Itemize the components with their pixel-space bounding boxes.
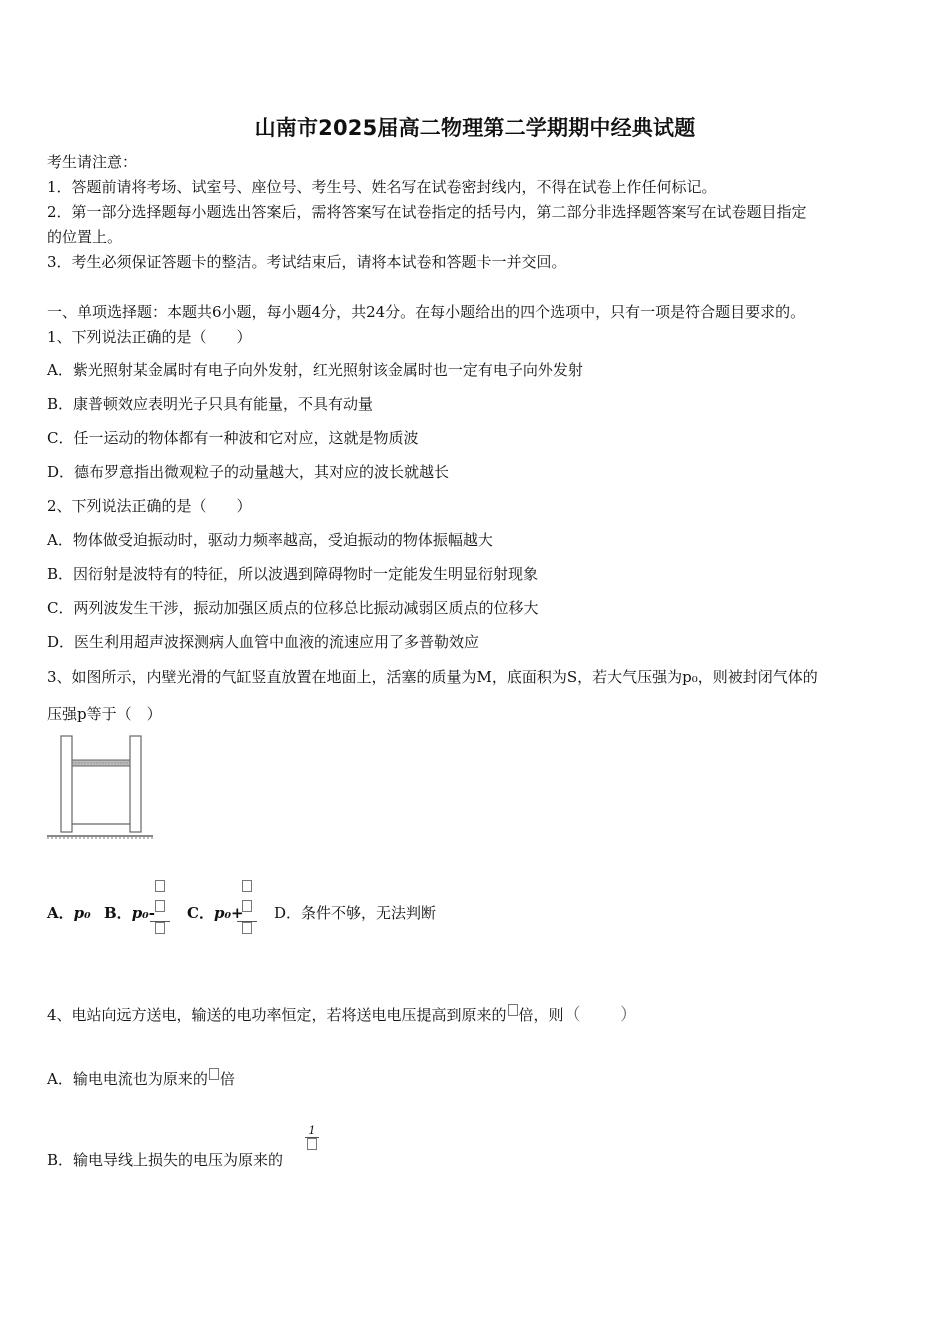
- notice-item: 3．考生必须保证答题卡的整洁。考试结束后，请将本试卷和答题卡一并交回。: [47, 253, 567, 271]
- q4-stem-text: 4、电站向远方送电，输送的电功率恒定，若将送电电压提高到原来的: [47, 1006, 507, 1024]
- notice-heading: 考生请注意：: [47, 153, 138, 171]
- question-1-stem: 1、下列说法正确的是（ ）: [47, 328, 252, 346]
- section-heading: 一、单项选择题：本题共6小题，每小题4分，共24分。在每小题给出的四个选项中，只有一项是符合题目要求的。: [47, 303, 806, 321]
- q2-option-a: A．物体做受迫振动时，驱动力频率越高，受迫振动的物体振幅越大: [47, 531, 493, 549]
- q1-option-a: A．紫光照射某金属时有电子向外发射，红光照射该金属时也一定有电子向外发射: [47, 361, 583, 379]
- placeholder-glyph: [508, 1004, 518, 1016]
- notice-item: 的位置上。: [47, 228, 123, 246]
- question-3-stem-cont: 压强p等于（ ）: [47, 705, 162, 723]
- q3-option-b-label: B．: [104, 904, 132, 922]
- q3-option-c-fraction: [237, 880, 257, 942]
- q3-option-d: D．条件不够，无法判断: [274, 904, 437, 922]
- placeholder-glyph: [209, 1068, 219, 1080]
- q3-option-b: [104, 903, 155, 923]
- q3-option-b-value: p₀-: [131, 904, 155, 922]
- q3-option-c: [187, 903, 244, 923]
- q2-option-c: C．两列波发生干涉，振动加强区质点的位移总比振动减弱区质点的位移大: [47, 599, 539, 617]
- q1-option-b: B．康普顿效应表明光子只具有能量，不具有动量: [47, 395, 374, 413]
- notice-item: 2．第一部分选择题每小题选出答案后，需将答案写在试卷指定的括号内，第二部分非选择题答案写在试卷题目指定: [47, 203, 807, 221]
- q2-option-b: B．因衍射是波特有的特征，所以波遇到障碍物时一定能发生明显衍射现象: [47, 565, 539, 583]
- question-3-stem: 3、如图所示，内壁光滑的气缸竖直放置在地面上，活塞的质量为M，底面积为S，若大气压强为p₀，则被封闭气体的: [47, 668, 818, 686]
- q1-option-d: D．德布罗意指出微观粒子的动量越大，其对应的波长就越长: [47, 463, 450, 481]
- q4-option-b: [47, 1150, 283, 1170]
- q3-option-a-label: A．: [47, 904, 74, 922]
- q4-option-a-post: 倍: [219, 1070, 235, 1088]
- notice-item: 1．答题前请将考场、试室号、座位号、考生号、姓名写在试卷密封线内，不得在试卷上作任何标记。: [47, 178, 717, 196]
- question-4-stem: [47, 1004, 637, 1025]
- fraction-numerator: 1: [308, 1124, 316, 1137]
- cylinder-diagram: [45, 734, 155, 842]
- q4-option-a: [47, 1068, 235, 1089]
- q4-option-a-text: A．输电电流也为原来的: [47, 1070, 208, 1088]
- q3-option-a-value: p₀: [73, 904, 91, 922]
- answer-parentheses: （ ）: [563, 1005, 637, 1025]
- q1-option-c: C．任一运动的物体都有一种波和它对应，这就是物质波: [47, 429, 419, 447]
- q4-option-b-text: B．输电导线上损失的电压为原来的: [47, 1151, 284, 1169]
- q3-option-b-fraction: [150, 880, 170, 942]
- q4-stem-text-post: 倍，则: [518, 1006, 564, 1024]
- q2-option-d: D．医生利用超声波探测病人血管中血液的流速应用了多普勒效应: [47, 633, 480, 651]
- question-2-stem: 2、下列说法正确的是（ ）: [47, 497, 252, 515]
- page-title: 山南市2025届高二物理第二学期期中经典试题: [254, 116, 696, 140]
- q3-option-c-label: C．: [187, 904, 214, 922]
- q3-option-c-value: p₀+: [213, 904, 244, 922]
- q4-option-b-fraction: [305, 1124, 319, 1157]
- q3-option-a: [47, 903, 91, 923]
